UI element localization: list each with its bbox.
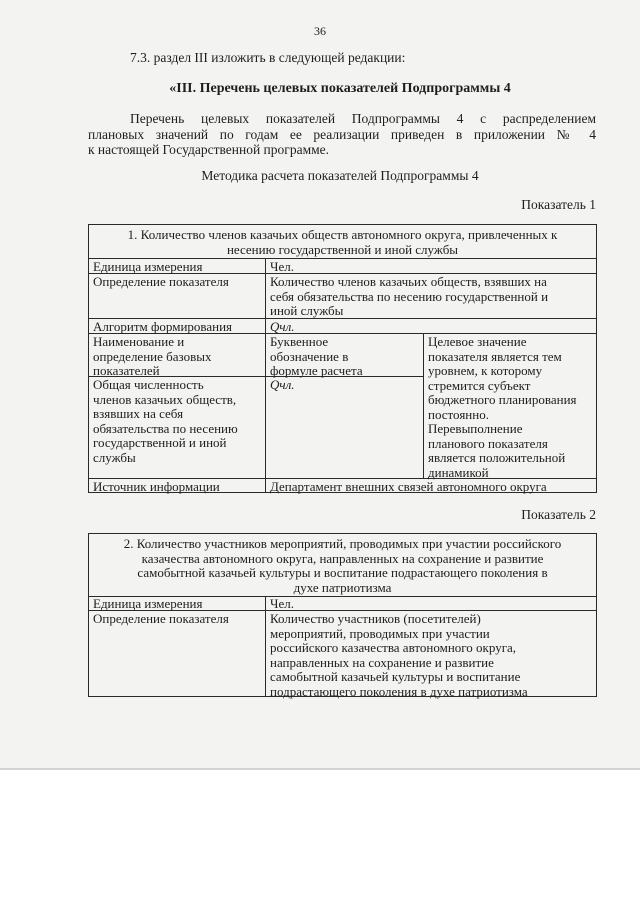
definition-label: Определение показателя [93,274,229,289]
indicator-1-title [89,227,596,258]
cell-line: государственной и иной [93,435,227,450]
unit-label: Единица измерения [93,259,203,274]
methodology-title: Методика расчета показателей Подпрограммы 4 [201,168,479,183]
definition-label: Определение показателя [93,611,229,626]
definition-value [266,274,596,320]
cell-line: Общая численность [93,377,204,392]
title-line: казачества автономного округа, направленных на сохранение и развитие [141,550,544,566]
note-line: показателя является тем [428,348,562,364]
indicator-1-table [88,224,597,493]
target-value-note [424,334,596,481]
definition-line: себя обязательства по несению государственной и [270,288,549,304]
unit-value: Чел. [270,259,294,274]
page-number: 36 [314,24,326,38]
definition-line: иной службы [270,303,344,318]
title-line: 1. Количество членов казачьих обществ автономного округа, привлеченных к [127,227,558,242]
indicator-2-label: Показатель 2 [521,507,596,522]
cell-line: обязательства по несению [93,420,238,436]
indicator-2-table [88,533,597,697]
indicator-1-label: Показатель 1 [521,197,596,212]
definition-line: самобытной казачьей культуры и воспитание [270,669,521,684]
definition-line: Количество участников (посетителей) [270,611,481,626]
note-line: Перевыполнение [428,421,523,436]
header-line: формуле расчета [270,363,363,378]
algorithm-value: Qчл. [270,319,295,334]
header-line: показателей [93,363,160,378]
cell-line: взявших на себя [93,406,184,421]
sheet-bottom-edge [0,768,640,770]
intro-clause: 7.3. раздел III изложить в следующей редакции: [130,50,406,65]
note-line: планового показателя [428,435,548,451]
indicator-2-title [89,536,596,596]
definition-line: подрастающего поколения в духе патриотизма [270,683,528,699]
note-line: постоянно. [428,406,489,422]
note-line: стремится субъект [428,377,531,393]
note-line: Целевое значение [428,334,527,349]
unit-value: Чел. [270,596,294,611]
note-line: уровнем, к которому [428,363,543,378]
note-line: бюджетного планирования [428,392,577,407]
header-line: Наименование и [93,334,185,349]
definition-line: направленных на сохранение и развитие [270,654,494,670]
note-line: динамикой [428,464,489,480]
source-value: Департамент внешних связей автономного округа [270,479,547,494]
letter-symbol-header [266,334,423,380]
header-line: обозначение в [270,348,349,364]
cell-line: членов казачьих обществ, [93,391,237,407]
cell-line: службы [93,449,136,465]
title-line: самобытной казачьей культуры и воспитание подрастающего поколения в [137,565,548,580]
intro-paragraph [88,111,596,158]
definition-line: российского казачества автономного округа, [270,640,517,655]
header-line: Буквенное [270,334,329,349]
base-indicators-header [89,334,265,380]
paragraph-line: плановых значений по годам ее реализации приведен в приложении № 4 [88,126,596,142]
title-line: несению государственной и иной службы [226,241,459,257]
definition-line: мероприятий, проводимых при участии [270,625,490,641]
paragraph-line: к настоящей Государственной программе. [88,142,330,157]
note-line: является положительной [428,450,566,465]
title-line: 2. Количество участников мероприятий, проводимых при участии российского [123,536,562,551]
title-line: духе патриотизма [293,579,392,595]
definition-line: Количество членов казачьих обществ, взявших на [270,274,547,289]
header-line: определение базовых [93,348,212,364]
section-heading: «III. Перечень целевых показателей Подпрограммы 4 [169,81,511,96]
total-members-cell [89,377,265,466]
definition-value [266,611,596,700]
unit-label: Единица измерения [93,596,203,611]
paragraph-line: Перечень целевых показателей Подпрограммы 4 с распределением [130,111,596,126]
algorithm-label: Алгоритм формирования [93,319,233,334]
source-label: Источник информации [93,479,220,494]
total-members-symbol: Qчл. [270,377,295,392]
